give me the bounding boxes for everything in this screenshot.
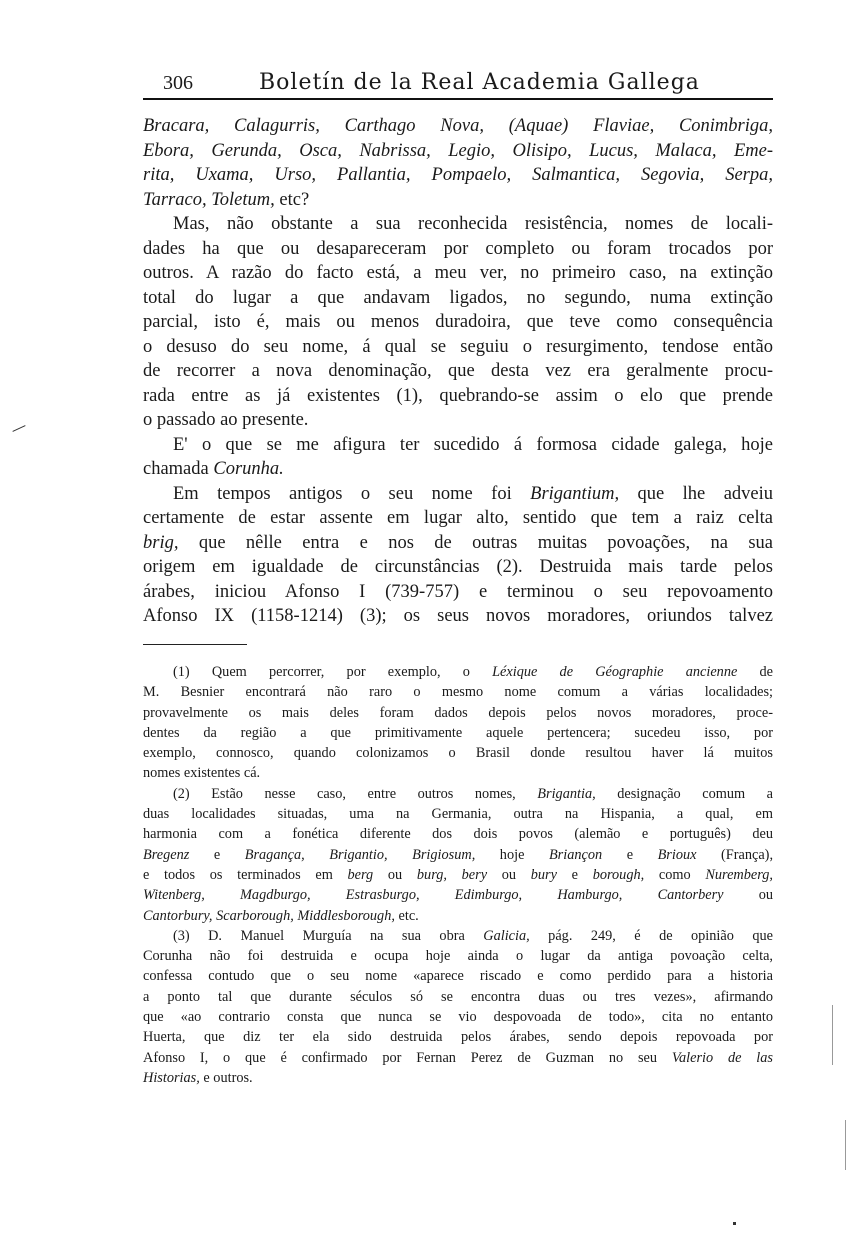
italic-text: Historias, (143, 1069, 200, 1086)
text-line (143, 237, 773, 262)
text-segment: de (737, 664, 773, 680)
text-segment: e outros. (199, 1069, 253, 1086)
footnote-line (143, 703, 773, 723)
text-segment: designação comum a (595, 785, 773, 802)
text-segment: que «ao contrario consta que nunca se vio despovoada de todo», cita no entanto (143, 1009, 773, 1026)
italic-text: Brigantia, (537, 785, 596, 802)
italic-text: Valerio de las (671, 1049, 773, 1066)
footnote-line (143, 845, 773, 865)
text-segment: etc? (274, 189, 310, 210)
italic-text: Brigantium, (530, 483, 620, 504)
scan-mark (733, 1222, 736, 1225)
text-segment: Mas, não obstante a sua reconhecida resistência, nomes de locali- (173, 214, 773, 234)
footnote-line (143, 824, 773, 844)
text-segment: e (602, 846, 658, 863)
text-segment: confessa contudo que o seu nome «aparece riscado e como perdido para a historia (143, 968, 773, 985)
text-line (143, 261, 773, 286)
text-line (143, 114, 773, 139)
text-line (143, 580, 773, 605)
text-line (143, 188, 773, 213)
footnote-line (143, 763, 773, 783)
text-segment: hoje (475, 846, 549, 863)
italic-text: Nuremberg, (705, 866, 773, 883)
italic-text: berg (347, 866, 374, 883)
italic-text: bury (530, 866, 557, 883)
footnote-line (143, 1027, 773, 1047)
text-segment: rada entre as já existentes (1), quebrando-se assim o elo que prende (143, 385, 773, 406)
text-segment: parcial, isto é, mais ou menos duradoira, que teve como consequência (143, 312, 773, 332)
text-segment: árabes, iniciou Afonso I (739-757) e terminou o seu repovoamento (143, 581, 773, 602)
footnote-line (143, 743, 773, 763)
text-segment: certamente de estar assente em lugar alto, sentido que tem a raiz celta (143, 508, 773, 528)
text-line (143, 457, 773, 482)
text-line (143, 604, 773, 629)
text-segment: ou (373, 866, 417, 883)
text-segment: Afonso IX (1158-1214) (3); os seus novos moradores, oriundos talvez (143, 606, 773, 626)
footnote-line (143, 1048, 773, 1068)
footnote-line (143, 966, 773, 986)
footnote-line (143, 682, 773, 702)
text-segment: Afonso I, o que é confirmado por Fernan Perez de Guzman no seu (143, 1049, 672, 1066)
text-line (143, 310, 773, 335)
text-segment: (2) Estão nesse caso, entre outros nomes, (173, 785, 538, 802)
italic-text: Bragança, Brigantio, Brigiosum, (244, 846, 476, 863)
footnote-line (143, 1007, 773, 1027)
text-segment: dades ha que ou desapareceram por completo ou foram trocados por (143, 238, 773, 259)
footnote-line (143, 1068, 773, 1088)
text-segment: que lhe adveiu (619, 483, 774, 504)
text-segment: que nêlle entra e nos de outras muitas povoações, na sua (178, 532, 773, 553)
text-line (143, 286, 773, 311)
footnote-separator (143, 644, 247, 645)
footnotes (143, 662, 773, 1088)
text-segment: duas localidades situadas, uma na Germania, outra na Hispania, a qual, em (143, 806, 773, 823)
footnote-line (143, 865, 773, 885)
italic-text: Witenberg, Magdburgo, Estrasburgo, Edimburgo, Hamburgo, Cantorbery (143, 887, 724, 904)
text-line (143, 212, 773, 237)
text-segment: outros. A razão do facto está, a meu ver, no primeiro caso, na extinção (143, 263, 773, 283)
scan-mark (12, 425, 25, 432)
text-segment: e todos os terminados em (143, 866, 348, 883)
text-segment: M. Besnier encontrará não raro o mesmo nome comum a várias localidades; (143, 684, 773, 701)
text-line (143, 531, 773, 556)
text-segment: dentes da região a que primitivamente aquele pertencera; sucedeu isso, por (143, 724, 773, 741)
italic-text: burg, bery (416, 866, 488, 883)
footnote-line (143, 784, 773, 804)
text-line (143, 335, 773, 360)
footnote-line (143, 926, 773, 946)
header-rule (143, 98, 773, 100)
italic-text: Bregenz (143, 846, 190, 863)
text-segment: nomes existentes cá. (143, 765, 261, 782)
footnote-line (143, 906, 773, 926)
italic-text: Galicia, (483, 927, 530, 944)
text-segment: chamada (143, 459, 214, 479)
footnote-line (143, 723, 773, 743)
footnote-line (143, 987, 773, 1007)
text-segment: origem em igualdade de circunstâncias (2). Destruida mais tarde pelos (143, 557, 773, 577)
italic-text: borough, (592, 866, 645, 883)
text-line (143, 555, 773, 580)
text-line (143, 384, 773, 409)
scan-mark (832, 1005, 833, 1065)
text-line (143, 482, 773, 507)
running-title: Boletín de la Real Academia Gallega (259, 70, 700, 95)
italic-text: Tarraco, Toletum, (143, 189, 275, 210)
footnote-line (143, 946, 773, 966)
text-segment: etc. (394, 907, 419, 924)
text-line (143, 139, 773, 164)
text-segment: pág. 249, é de opinião que (529, 927, 773, 944)
italic-text: rita, Uxama, Urso, Pallantia, Pompaelo, Salmantica, Segovia, Serpa, (143, 165, 773, 185)
page-number: 306 (163, 72, 193, 94)
italic-text: Brioux (657, 846, 697, 863)
text-segment: (3) D. Manuel Murguía na sua obra (173, 927, 484, 944)
text-segment: (França), (696, 846, 774, 863)
text-segment: Huerta, que diz ter ela sido destruida pelos árabes, sendo depois repovoada por (143, 1029, 773, 1046)
italic-text: brig, (143, 532, 179, 553)
text-segment: Em tempos antigos o seu nome foi (173, 483, 531, 504)
footnote-line (143, 804, 773, 824)
text-segment: total do lugar a que andavam ligados, no segundo, numa extinção (143, 287, 773, 308)
text-segment: E' o que se me afigura ter sucedido á formosa cidade galega, hoje (173, 434, 773, 455)
text-segment: o passado ao presente. (143, 410, 309, 430)
italic-text: Léxique de Géographie ancienne (492, 664, 738, 680)
text-segment: (1) Quem percorrer, por exemplo, o (173, 664, 493, 680)
text-line (143, 408, 773, 433)
main-text (143, 114, 773, 629)
text-segment: harmonia com a fonética diferente dos dois povos (alemão e português) deu (143, 826, 773, 843)
footnote-line (143, 885, 773, 905)
text-segment: e (556, 866, 593, 883)
italic-text: Briançon (548, 846, 603, 863)
text-line (143, 163, 773, 188)
italic-text: Ebora, Gerunda, Osca, Nabrissa, Legio, Olisipo, Lucus, Malaca, Eme- (143, 140, 773, 161)
text-segment: ou (487, 866, 531, 883)
italic-text: Bracara, Calagurris, Carthago Nova, (Aquae) Flaviae, Conimbriga, (143, 116, 773, 136)
text-segment: provavelmente os mais deles foram dados depois pelos novos moradores, proce- (143, 704, 773, 721)
scan-mark (845, 1120, 846, 1170)
text-segment: e (189, 846, 245, 863)
text-segment: ou (723, 887, 773, 904)
text-line (143, 506, 773, 531)
italic-text: Corunha. (213, 459, 284, 479)
text-segment: exemplo, connosco, quando colonizamos o Brasil donde resultou haver lá muitos (143, 745, 773, 762)
text-segment: a ponto tal que durante séculos só se encontra duas ou tres vezes», afirmando (143, 988, 773, 1005)
text-segment: Corunha não foi destruida e ocupa hoje ainda o lugar da antiga povoação celta, (143, 948, 773, 965)
text-segment: como (644, 866, 706, 883)
footnote-line (143, 662, 773, 682)
italic-text: Cantorbury, Scarborough, Middlesborough, (143, 907, 395, 924)
page-header (163, 70, 773, 100)
text-line (143, 359, 773, 384)
text-segment: de recorrer a nova denominação, que desta vez era geralmente procu- (143, 361, 773, 381)
text-line (143, 433, 773, 458)
text-segment: o desuso do seu nome, á qual se seguiu o resurgimento, tendose então (143, 336, 773, 357)
